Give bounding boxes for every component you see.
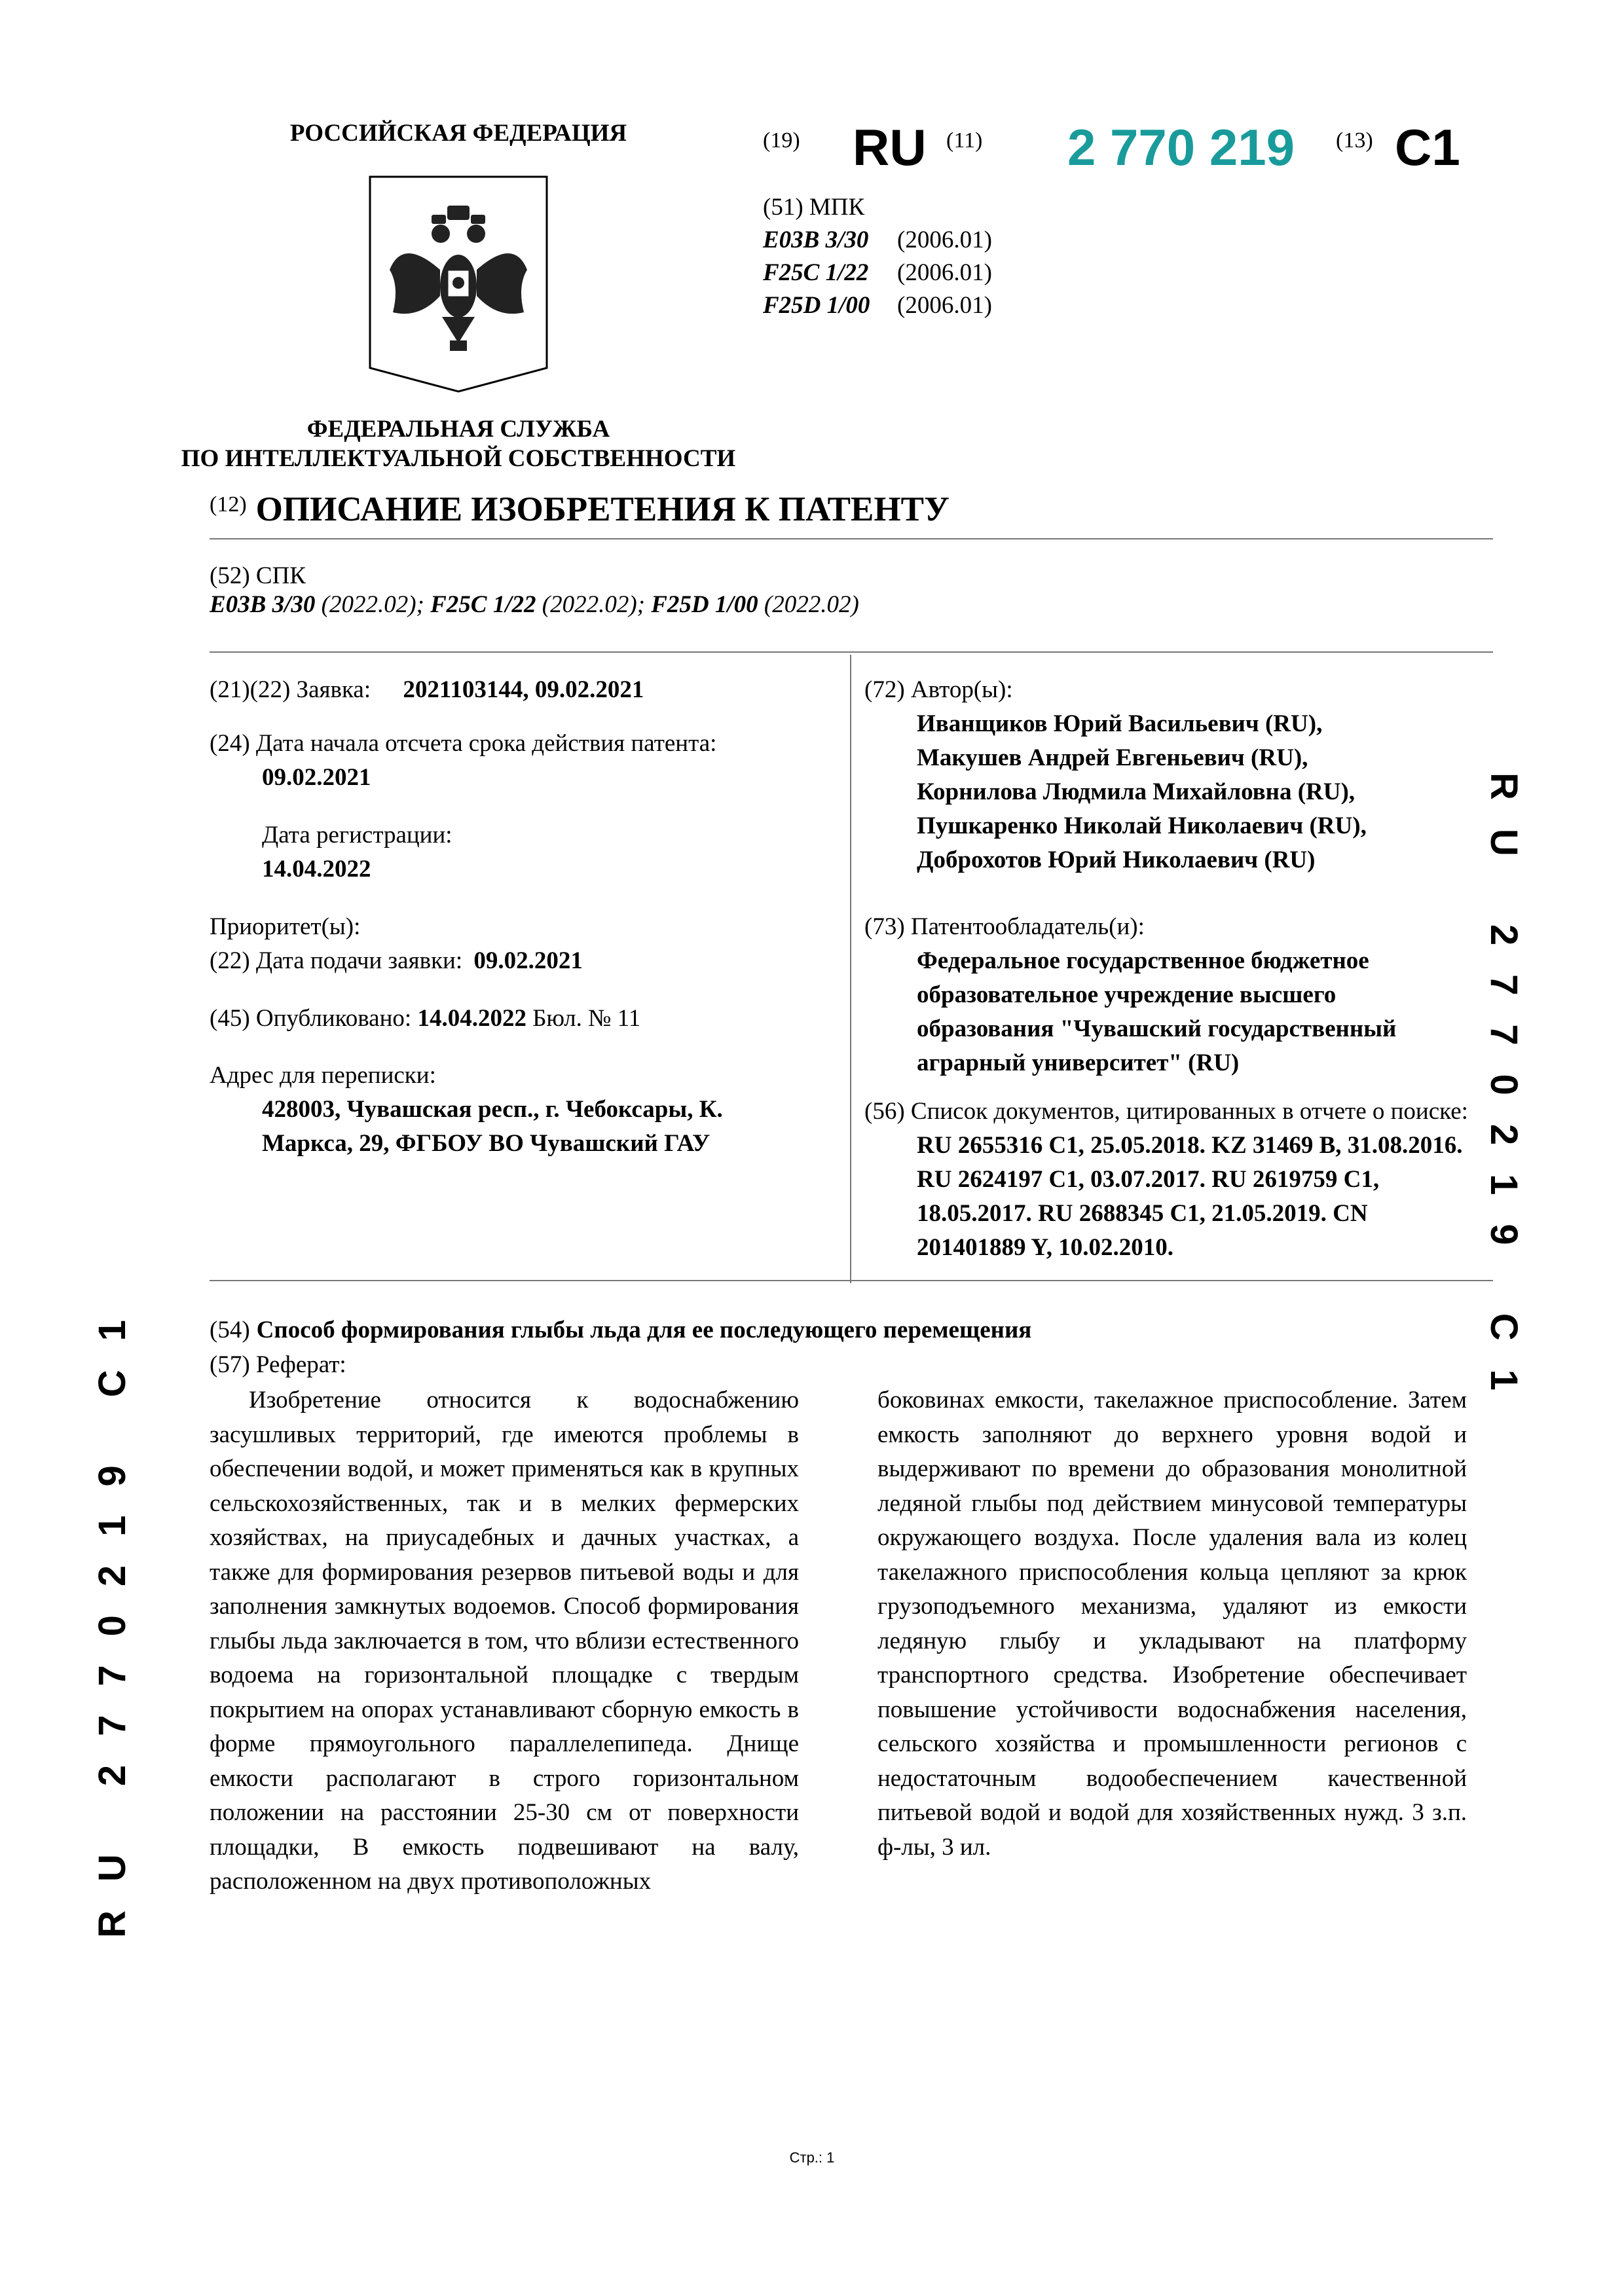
agency-name	[164, 414, 753, 473]
inid-12: (12)	[210, 492, 247, 517]
abstract-label: (57) Реферат:	[210, 1351, 346, 1378]
kind-code: C1	[1395, 118, 1460, 176]
ipc-code: E03B 3/30	[763, 227, 869, 253]
inid-54: (54)	[210, 1317, 250, 1343]
ipc-code: F25C 1/22	[763, 259, 869, 286]
invention-title-text: Способ формирования глыбы льда для ее последующего перемещения	[256, 1317, 1032, 1343]
divider	[210, 538, 1493, 539]
cpc-version: (2022.02);	[536, 591, 652, 618]
ipc-code: F25D 1/00	[763, 292, 870, 319]
published-label: (45) Опубликовано:	[210, 1005, 412, 1032]
side-code-right: RU 2770219 C1	[1483, 773, 1525, 1419]
cpc-code: E03B 3/30	[210, 591, 316, 618]
agency-line-1: ФЕДЕРАЛЬНАЯ СЛУЖБА	[306, 416, 610, 443]
state-emblem-icon	[363, 172, 553, 394]
application-value: 2021103144, 09.02.2021	[403, 676, 644, 703]
published-field	[210, 1002, 640, 1036]
priority-label: Приоритет(ы):	[210, 913, 361, 940]
inid-11: (11)	[946, 128, 983, 153]
references-value: RU 2655316 C1, 25.05.2018. KZ 31469 B, 31.08.2016. RU 2624197 C1, 03.07.2017. RU 2619759 C1, 18.05.2017. RU 2688345 C1, 21.05.2019. CN 201401889 Y, 10.02.2010.	[917, 1132, 1463, 1261]
filing-date-label: (22) Дата подачи заявки:	[210, 947, 463, 974]
ipc-row	[763, 257, 992, 289]
bulletin-number: Бюл. № 11	[532, 1005, 641, 1032]
agency-line-2: ПО ИНТЕЛЛЕКТУАЛЬНОЙ СОБСТВЕННОСТИ	[181, 445, 736, 472]
address-value: 428003, Чувашская респ., г. Чебоксары, К. Маркса, 29, ФГБОУ ВО Чувашский ГАУ	[262, 1096, 723, 1157]
references-text	[864, 1095, 1473, 1265]
author-name: Корнилова Людмила Михайловна (RU),	[917, 778, 1356, 805]
address-label: Адрес для переписки:	[210, 1062, 436, 1089]
authors-list	[917, 707, 1367, 877]
country-name: РОССИЙСКАЯ ФЕДЕРАЦИЯ	[289, 120, 627, 147]
cpc-version: (2022.02)	[758, 591, 859, 618]
abstract-column-right	[877, 1383, 1467, 1865]
term-start-label: (24) Дата начала отсчета срока действия патента:	[210, 730, 717, 757]
registration-label: Дата регистрации:	[262, 822, 452, 848]
abstract-text-right: боковинах емкости, такелажное приспособление. Затем емкость заполняют до верхнего уровня водой и выдерживают по времени до образования монолитной ледяной глыбы под действием минусовой температуры окружающего воздуха. После удаления вала из колец такелажного приспособления кольца цепляют за крюк грузоподъемного механизма, удаляют из емкости ледяную глыбу и укладывают на платформу транспортного средства. Изобретение обеспечивает повышение устойчивости водоснабжения населения, сельского хозяйства и промышленности регионов с недостаточным водообеспечением качественной питьевой водой и водой для хозяйственных нужд. 3 з.п. ф-лы, 3 ил.	[877, 1387, 1467, 1861]
ipc-version: (2006.01)	[897, 259, 992, 286]
invention-title	[210, 1316, 1031, 1344]
office-code: RU	[853, 118, 927, 176]
inid-19: (19)	[763, 128, 800, 153]
page-number: Стр.: 1	[789, 2149, 835, 2166]
document-type	[210, 490, 950, 529]
side-code-left: RU 2770219 C1	[91, 1291, 134, 1938]
references-field	[864, 1095, 1473, 1265]
author-name: Пушкаренко Николай Николаевич (RU),	[917, 812, 1367, 839]
column-divider	[850, 655, 851, 1283]
author-name: Доброхотов Юрий Николаевич (RU)	[917, 847, 1316, 873]
author-name: Иванщиков Юрий Васильевич (RU),	[917, 710, 1323, 737]
inid-13: (13)	[1336, 128, 1373, 153]
abstract-column-left	[210, 1383, 799, 1899]
published-value: 14.04.2022	[417, 1005, 526, 1032]
patent-number: 2 770 219	[1067, 118, 1295, 176]
cpc-label: (52) СПК	[210, 562, 306, 589]
document-type-text: ОПИСАНИЕ ИЗОБРЕТЕНИЯ К ПАТЕНТУ	[255, 490, 950, 528]
filing-date-value: 09.02.2021	[473, 947, 583, 974]
application-field	[210, 673, 644, 707]
authors-label: (72) Автор(ы):	[864, 676, 1013, 703]
ipc-block	[763, 191, 992, 322]
application-label: (21)(22) Заявка:	[210, 676, 371, 703]
cpc-codes	[210, 591, 859, 619]
divider	[210, 651, 1493, 653]
references-label: (56) Список документов, цитированных в отчете о поиске:	[864, 1098, 1468, 1125]
author-name: Макушев Андрей Евгеньевич (RU),	[917, 744, 1308, 771]
ipc-row	[763, 224, 992, 257]
divider	[210, 1280, 1493, 1281]
cpc-code: F25D 1/00	[651, 591, 758, 618]
ipc-version: (2006.01)	[897, 292, 992, 319]
filing-date-field	[210, 944, 583, 978]
abstract-text-left: Изобретение относится к водоснабжению засушливых территорий, где имеются проблемы в обеспечении водой, и может применяться как в крупных сельскохозяйственных, так и в мелких фермерских хозяйствах, на приусадебных и дачных участках, а также для формирования резервов питьевой воды и для заполнения замкнутых водоемов. Способ формирования глыбы льда заключается в том, что вблизи естественного водоема на горизонтальной площадке с твердым покрытием на опорах устанавливают сборную емкость в форме прямоугольного параллелепипеда. Днище емкости располагают в строго горизонтальном положении на расстоянии 25-30 см от поверхности площадки, В емкость подвешивают на валу, расположенном на двух противоположных	[210, 1387, 799, 1895]
ipc-version: (2006.01)	[897, 227, 992, 253]
ipc-row	[763, 289, 992, 322]
holder-label: (73) Патентообладатель(и):	[864, 913, 1145, 940]
cpc-code: F25C 1/22	[430, 591, 536, 618]
term-start-value: 09.02.2021	[262, 764, 371, 791]
holder-value: Федеральное государственное бюджетное образовательное учреждение высшего образования "Чувашский государственный аграрный университет" (RU)	[917, 947, 1397, 1076]
registration-value: 14.04.2022	[262, 856, 371, 883]
cpc-version: (2022.02);	[315, 591, 431, 618]
ipc-label: (51) МПК	[763, 194, 865, 221]
